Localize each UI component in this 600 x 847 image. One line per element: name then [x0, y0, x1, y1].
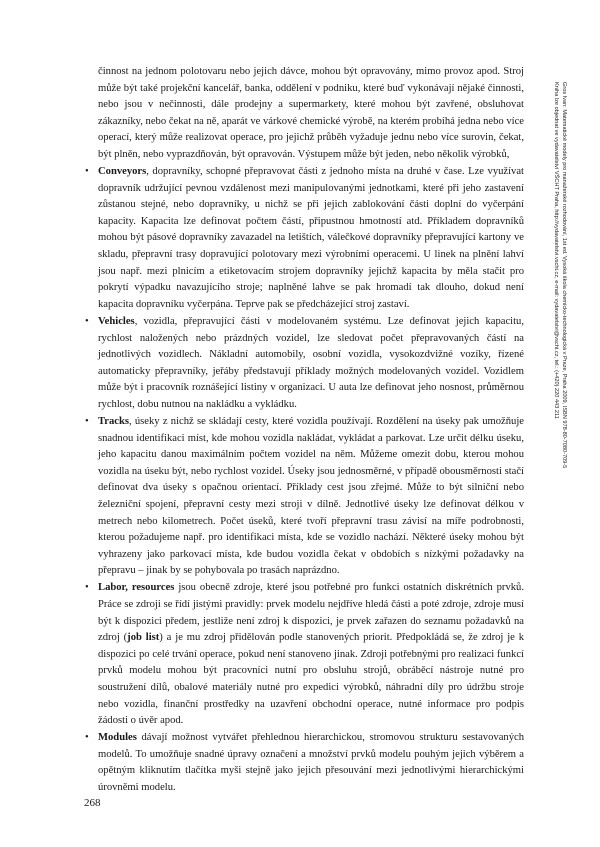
list-item-text	[98, 314, 524, 414]
list-item-description: , vozidla, přepravující části v modelovaném systému. Lze definovat jejich kapacitu, rychlost naložených nebo prázdných vozidel, lze sledovat počet přepravovaných částí na jednotlivých vozidlech. Nákladní automobily, osobní vozidla, vysokozdvižné vozíky, řízené automaticky přepravníky, jeřáby představují příklady možných modelovaných vozidel. Vozidlem může být i pracovník roznášející listiny v organizaci. U auta lze definovat jeho nosnost, průměrnou rychlost, dobu nutnou na nakládku a vykládku.	[98, 315, 524, 410]
list-item-description-part2: ) a je mu zdroj přidělován podle stanovených priorit. Předpokládá se, že zdroj je k dispozici po celé trvání operace, pokud není stanoveno jinak. Zdroji potřebnými pro realizaci funkcí prvků modelu mohou být pracovníci nutní pro obsluhu strojů, obráběcí nástroje nutné pro soustružení dílů, obalové materiály nutné pro expedici výrobků, náhradní díly pro údržbu stroje nebo vozidla, finanční prostředky na uzavření obchodní operace, nutné informace pro podpis žádosti o úvěr apod.	[98, 632, 525, 727]
list-item-vehicles	[84, 314, 524, 414]
list-item-conveyors	[84, 164, 524, 313]
bullet-icon: •	[85, 415, 89, 427]
page-content	[84, 64, 524, 797]
page-number: 268	[84, 797, 101, 809]
list-item-term: Conveyors	[98, 166, 147, 178]
list-item-tracks	[84, 414, 524, 580]
element-type-list	[84, 164, 524, 797]
list-item-term: Modules	[98, 732, 137, 744]
intro-paragraph: činnost na jednom polotovaru nebo jejich dávce, mohou být opravovány, mimo provoz apod. Stroj může být také projekční kancelář, banka, oddělení v podniku, které buď vykonávají nějaké činnosti, nebo jsou v nečinnosti, dále prodejny a supermarkety, které mohou být zavřené, obsluhovat zákazníky, nebo čekat na ně, aparát ve várkové chemické výrobě, na kterém probíhá jedna nebo více operací, který může realizovat operace, pro jejichž průběh vyžaduje jednu nebo více surovin, čekat, být plněn, nebo vyprazdňován, být opravován. Výstupem může být jeden, nebo několik výrobků,	[98, 66, 524, 160]
bullet-icon: •	[85, 166, 89, 178]
list-item-description: , dopravníky, schopné přepravovat části z jednoho místa na druhé v čase. Lze využívat dopravník udržující pevnou vzdálenost mezi manipulovanými jednotkami, které při jeho zastavení zůstanou stejné, nebo dopravníky, u nichž se při jejich zablokování části doplní do vyčerpání kapacity. Kapacita lze definovat počtem částí, připustnou hmotností atd. Příkladem dopravníků mohou být pásové dopravníky zavazadel na letištích, válečkové dopravníky přepravující kartony ve skladu, přepravní trasy dopravující polotovary mezi výrobními operacemi. U linek na plnění lahví jsou např. mezi plnicím a etiketovacím strojem dopravníky jejichž kapacita by měla stačit pro pokrytí výpadku navazujícího stroje; naplněné lahve se pak hromadí tak dlouho, dokud není kapacita dopravníku vyčerpána. Teprve pak se předcházející stroj zastaví.	[98, 166, 524, 310]
side-copyright-note	[552, 82, 574, 682]
list-item-term: Tracks	[98, 415, 129, 427]
list-item-term: Labor, resources	[98, 582, 175, 594]
list-item-term: Vehicles	[98, 315, 135, 327]
list-item-text	[98, 730, 524, 796]
side-note-line-1: Gros Ivan: Matematické modely pro manažerské rozhodování, 1st ed. Vysoká škola chemicko-technologická v Praze, Praha 2009, ISBN 978-80-7080-709-5	[561, 82, 567, 469]
side-note-line-2: Kniha lze objednat ve vydavatelství VŠCHT Praha, http://vydavatelstvi.vscht.cz, e-mail: vydavatelstvi@vscht.cz, tel.: (+420) 220 443 211	[553, 82, 559, 419]
list-item-modules	[84, 730, 524, 796]
list-item-text	[98, 164, 524, 313]
side-note-text	[552, 82, 568, 468]
bullet-icon: •	[85, 732, 89, 744]
list-item-text	[98, 580, 524, 729]
job-list-term: job list	[127, 632, 160, 644]
bullet-icon: •	[85, 315, 89, 327]
list-item-description-part1: jsou obecně zdroje, které jsou potřebné pro funkci ostatních diskrétních prvků. Práce se zdroji se řídí jistými pravidly: prvek modelu nejdříve hledá části a poté zdroje, zdroje musí být k dispozici předem, jestliže není zdroj k dispozici, je prvek zařazen do seznamu požadavků na zdroj (	[98, 582, 524, 644]
list-item-description: dávají možnost vytvářet přehlednou hierarchickou, stromovou strukturu sestavovaných modelů. To umožňuje snadné úpravy označení a množství prvků modelu pouhým jejich výběrem a opětným kliknutím tlačítka myši stejně jako jejich přesouvání mezi jednotlivými hierarchickými úrovněmi modelu.	[98, 732, 524, 794]
list-item-description: , úseky z nichž se skládají cesty, které vozidla používají. Rozdělení na úseky pak umožňuje snadnou identifikaci míst, kde mohou vozidla nakládat, vykládat a parkovat. Lze určit délku úseku, jeho kapacitu danou maximálním počtem vozidel na něm. Můžeme omezit dobu, kterou mohou vozidla na úseku být, nebo rychlost vozidel. Úseky jsou jednosměrné, v případě obousměrnosti stačí definovat dva úseky s opačnou orientací. Příklady cest jsou zřejmé. Může to být silniční nebo železniční spojení, přepravní cesty mezi stroji v dílně. Jednotlivé úseky lze definovat délkou v metrech nebo kilometrech. Počet úseků, které tvoří přepravní trasu závisí na míře podrobnosti, kterou požadujeme např. pro identifikaci místa, kde se vozidlo nachází. Některé úseky mohou být vyhrazeny jako parkovací místa, kde budou vozidla čekat v obdobích s nízkými požadavky na přepravu – jinak by se pohybovala po trasách naprázdno.	[98, 415, 524, 577]
list-item-labor-resources	[84, 580, 524, 729]
list-item-text	[98, 414, 524, 580]
bullet-icon: •	[85, 582, 89, 594]
